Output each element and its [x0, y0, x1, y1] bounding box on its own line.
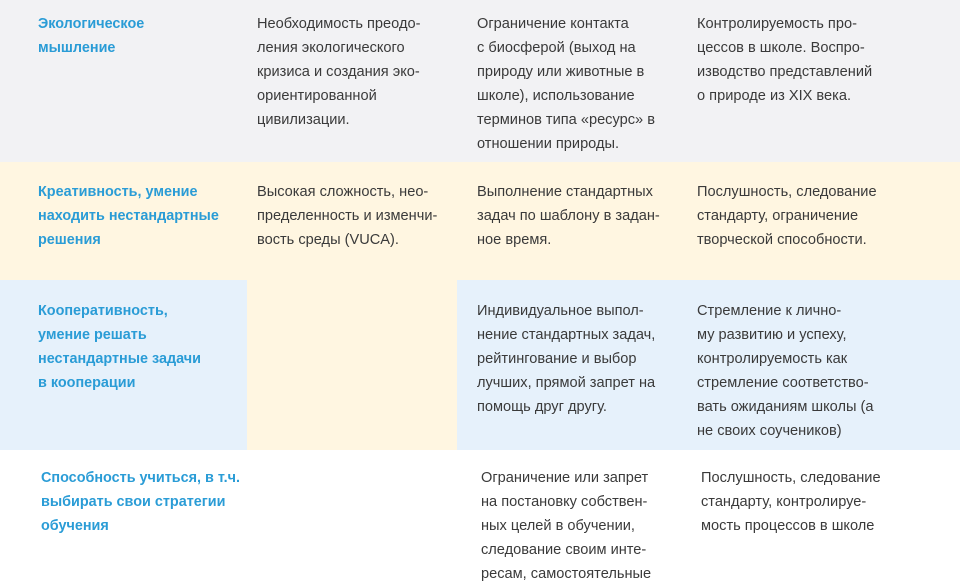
row-cell-school-practice: Выполнение стандартных задач по шаблону в задан- ное время.: [477, 184, 660, 248]
row-cell-necessity: Необходимость преодо- ления экологического кризиса и создания эко- ориентированной цивилизации.: [257, 16, 421, 128]
row-learning: [0, 450, 960, 584]
row-cell-necessity: Высокая сложность, нео- пределенность и изменчи- вость среды (VUCA).: [257, 184, 438, 248]
row-heading: Экологическое мышление: [38, 16, 145, 56]
row-heading: Способность учиться, в т.ч. выбирать свои стратегии обучения: [41, 470, 241, 534]
row-cell-cause: Контролируемость про- цессов в школе. Воспро- изводство представлений о природе из XIX века.: [697, 16, 873, 104]
row-creativity: [0, 162, 960, 280]
row-cell-cause: Послушность, следование стандарту, ограничение творческой способности.: [697, 184, 877, 248]
row-cell-cause: Послушность, следование стандарту, контролируе- мость процессов в школе: [701, 470, 881, 534]
row-heading: Кооперативность, умение решать нестандартные задачи в кооперации: [38, 303, 201, 391]
row-cell-cause: Стремление к лично- му развитию и успеху, контролируемость как стремление соответство- вать ожиданиям школы (а не своих соучеников): [697, 303, 874, 439]
row-cell-school-practice: Ограничение контакта с биосферой (выход на природу или животные в школе), использование терминов типа «ресурс» в отношении природы.: [477, 16, 655, 152]
row-cell-school-practice: Индивидуальное выпол- нение стандартных задач, рейтингование и выбор лучших, прямой запрет на помощь друг другу.: [477, 303, 656, 415]
row-cell-empty-highlight: [247, 280, 457, 450]
row-cooperation: [0, 280, 960, 450]
row-ecological: [0, 0, 960, 162]
row-heading: Креативность, умение находить нестандартные решения: [38, 184, 219, 248]
row-cell-school-practice: Ограничение или запрет на постановку собствен- ных целей в обучении, следование своим инте- ресам, самостоятельные: [481, 470, 652, 582]
